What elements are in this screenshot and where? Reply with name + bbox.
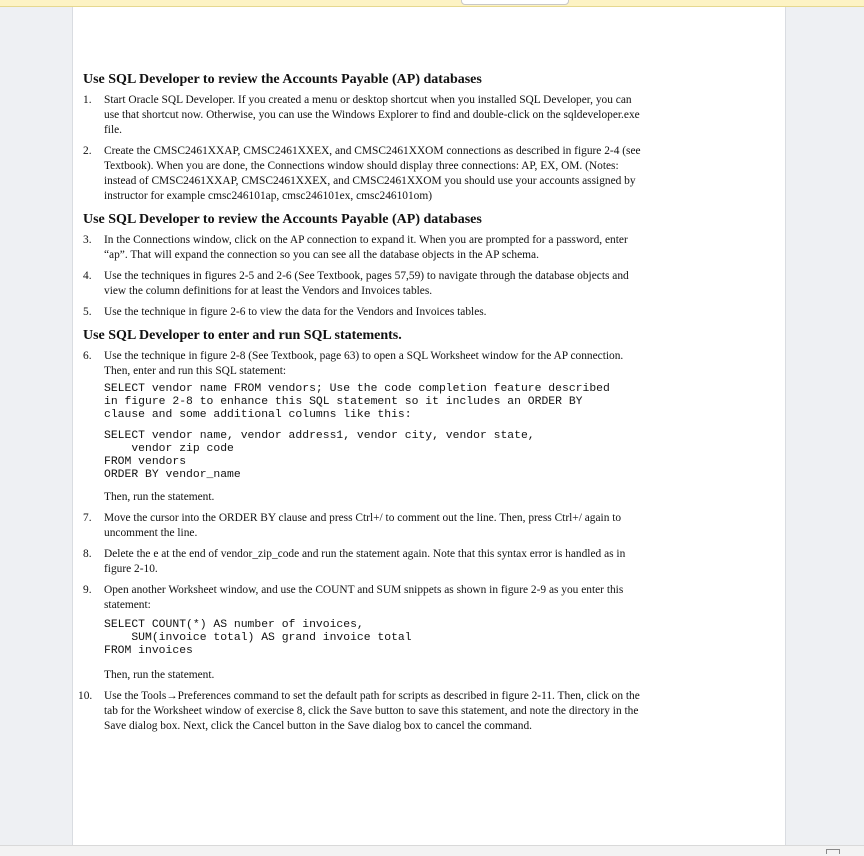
steps-list-3 (78, 349, 643, 734)
item-number: 9. (83, 584, 92, 596)
item-text: Use the technique in figure 2-6 to view the data for the Vendors and Invoices tables. (104, 306, 487, 318)
item-text: Open another Worksheet window, and use the COUNT and SUM snippets as shown in figure 2-9 as you enter this statement: (104, 584, 624, 611)
item-number: 10. (78, 690, 93, 702)
item-number: 5. (83, 306, 92, 318)
code-block: SELECT COUNT(*) AS number of invoices, SUM(invoice total) AS grand invoice total FROM invoices (104, 619, 412, 657)
item-number: 6. (83, 350, 92, 362)
top-bar-button[interactable] (461, 0, 569, 5)
item-text: Use the Tools→Preferences command to set the default path for scripts as described in figure 2-11. Then, click on the tab for the Worksheet window of exercise 8, click the Save button to save this statement, and note the directory in the Save dialog box. Next, click the Cancel button in the Save dialog box to cancel the command. (104, 690, 640, 732)
document-content (78, 71, 643, 734)
section-heading-3: Use SQL Developer to enter and run SQL statements. (83, 328, 402, 343)
list-item (83, 349, 643, 505)
item-followup-text: Then, run the statement. (104, 669, 215, 681)
item-number: 8. (83, 548, 92, 560)
list-item (83, 583, 643, 683)
code-block: SELECT vendor name, vendor address1, vendor city, vendor state, vendor zip code FROM vendors ORDER BY vendor_name (104, 430, 535, 481)
item-text: Start Oracle SQL Developer. If you created a menu or desktop shortcut when you installed SQL Developer, you can use that shortcut now. Otherwise, you can use the Windows Explorer to find and double-click on the sqldeveloper.exe file. (104, 94, 640, 136)
list-item (83, 233, 643, 263)
item-number: 7. (83, 512, 92, 524)
item-number: 2. (83, 145, 92, 157)
section-heading-2: Use SQL Developer to review the Accounts Payable (AP) databases (83, 212, 482, 227)
item-followup-text: Then, run the statement. (104, 491, 215, 503)
item-number: 1. (83, 94, 92, 106)
list-item (83, 547, 643, 577)
steps-list-1 (83, 93, 643, 204)
resize-grip-icon[interactable] (826, 849, 840, 854)
list-item (83, 144, 643, 204)
steps-list-2 (83, 233, 643, 320)
item-text: Use the techniques in figures 2-5 and 2-6 (See Textbook, pages 57,59) to navigate through the database objects and view the column definitions for at least the Vendors and Invoices tables. (104, 270, 629, 297)
list-item (78, 689, 643, 734)
list-item (83, 269, 643, 299)
list-item (83, 93, 643, 138)
section-heading-1: Use SQL Developer to review the Accounts Payable (AP) databases (83, 72, 482, 87)
code-block: SELECT vendor name FROM vendors; Use the code completion feature described in figure 2-8 to enhance this SQL statement so it includes an ORDER BY clause and some additional columns like this: (104, 383, 610, 421)
item-text: Create the CMSC2461XXAP, CMSC2461XXEX, and CMSC2461XXOM connections as described in figure 2-4 (see Textbook). When you are done, the Connections window should display three connections: AP, EX, OM. (Notes: instead of CMSC2461XXAP, CMSC2461XXEX, and CMSC2461XXOM you should use your accounts assigned by instructor for example cmsc246101ap, cmsc246101ex, cmsc246101om) (104, 145, 641, 202)
item-text: Move the cursor into the ORDER BY clause and press Ctrl+/ to comment out the line. Then, press Ctrl+/ again to uncomment the line. (104, 512, 622, 539)
item-text: Use the technique in figure 2-8 (See Textbook, page 63) to open a SQL Worksheet window for the AP connection. Then, enter and run this SQL statement: (104, 350, 624, 377)
list-item (83, 305, 643, 320)
bottom-status-bar (0, 845, 864, 856)
item-text: Delete the e at the end of vendor_zip_code and run the statement again. Note that this syntax error is handled as in figure 2-10. (104, 548, 626, 575)
list-item (83, 511, 643, 541)
item-number: 4. (83, 270, 92, 282)
item-text: In the Connections window, click on the AP connection to expand it. When you are prompted for a password, enter “ap”. That will expand the connection so you can see all the database objects in the AP schema. (104, 234, 628, 261)
item-number: 3. (83, 234, 92, 246)
top-notification-bar (0, 0, 864, 7)
